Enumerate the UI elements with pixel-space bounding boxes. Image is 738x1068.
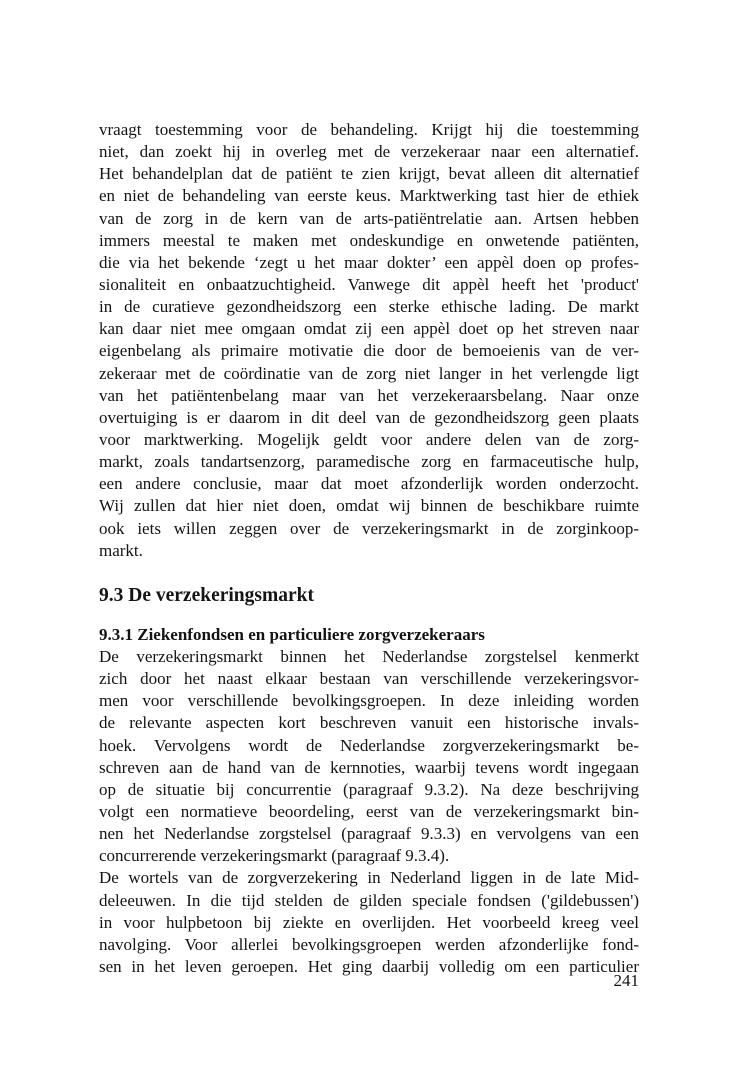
text-line: die via het bekende ‘zegt u het maar dokter’ een appèl doen op profes-: [99, 252, 639, 272]
text-line: zekeraar met de coördinatie van de zorg niet langer in het verlengde ligt: [99, 363, 639, 383]
text-line: De wortels van de zorgverzekering in Nederland liggen in de late Mid-: [99, 868, 639, 888]
text-line: eigenbelang als primaire motivatie die door de bemoeienis van de ver-: [99, 341, 639, 361]
text-line: zich door het naast elkaar bestaan van verschillende verzekeringsvor-: [99, 669, 639, 689]
paragraph-2: [99, 646, 639, 867]
text-line: van de zorg in de kern van de arts-patiëntrelatie aan. Artsen hebben: [99, 208, 639, 228]
text-line: van het patiëntenbelang maar van het verzekeraarsbelang. Naar onze: [99, 385, 639, 405]
text-line: en niet de behandeling van eerste keus. Marktwerking tast hier de ethiek: [99, 186, 639, 206]
subsection-heading: 9.3.1 Ziekenfondsen en particuliere zorgverzekeraars: [99, 624, 485, 644]
text-line: kan daar niet mee omgaan omdat zij een appèl doet op het streven naar: [99, 319, 639, 339]
text-line: deleeuwen. In die tijd stelden de gilden speciale fondsen ('gildebussen'): [99, 890, 639, 910]
page-number: 241: [613, 971, 639, 990]
text-line: overtuiging is er daarom in dit deel van de gezondheidszorg geen plaats: [99, 407, 639, 427]
text-line: voor marktwerking. Mogelijk geldt voor andere delen van de zorg-: [99, 429, 639, 449]
text-line: hoek. Vervolgens wordt de Nederlandse zorgverzekeringsmarkt be-: [99, 735, 639, 755]
paragraph-1: [99, 119, 639, 562]
text-line: immers meestal te maken met ondeskundige en onwetende patiënten,: [99, 230, 639, 250]
text-line: sen in het leven geroepen. Het ging daarbij volledig om een particulier: [99, 956, 639, 976]
text-line: ook iets willen zeggen over de verzekeringsmarkt in de zorginkoop-: [99, 518, 639, 538]
text-line: sionaliteit en onbaatzuchtigheid. Vanwege dit appèl heeft het 'product': [99, 274, 639, 294]
text-line: een andere conclusie, maar dat moet afzonderlijk worden onderzocht.: [99, 474, 639, 494]
text-line: op de situatie bij concurrentie (paragraaf 9.3.2). Na deze beschrijving: [99, 779, 639, 799]
text-line: men voor verschillende bevolkingsgroepen. In deze inleiding worden: [99, 691, 639, 711]
text-line: navolging. Voor allerlei bevolkingsgroepen werden afzonderlijke fond-: [99, 934, 639, 954]
paragraph-3: [99, 867, 639, 978]
text-line: concurrerende verzekeringsmarkt (paragraaf 9.3.4).: [99, 846, 450, 866]
section-heading: 9.3 De verzekeringsmarkt: [99, 584, 314, 606]
text-line: vraagt toestemming voor de behandeling. Krijgt hij die toestemming: [99, 120, 639, 139]
text-line: De verzekeringsmarkt binnen het Nederlandse zorgstelsel kenmerkt: [99, 646, 639, 666]
text-line: niet, dan zoekt hij in overleg met de verzekeraar naar een alternatief.: [99, 142, 639, 162]
text-line: Wij zullen dat hier niet doen, omdat wij binnen de beschikbare ruimte: [99, 496, 639, 516]
text-line: in voor hulpbetoon bij ziekte en overlijden. Het voorbeeld kreeg veel: [99, 912, 639, 932]
text-line: nen het Nederlandse zorgstelsel (paragraaf 9.3.3) en vervolgens van een: [99, 824, 639, 844]
text-line: markt.: [99, 540, 143, 560]
text-line: Het behandelplan dat de patiënt te zien krijgt, bevat alleen dit alternatief: [99, 164, 639, 184]
text-line: schreven aan de hand van de kernnoties, waarbij tevens wordt ingegaan: [99, 757, 639, 777]
page-body: [99, 119, 639, 978]
text-line: in de curatieve gezondheidszorg een sterke ethische lading. De markt: [99, 297, 639, 317]
text-line: markt, zoals tandartsenzorg, paramedische zorg en farmaceutische hulp,: [99, 452, 639, 472]
text-line: volgt een normatieve beoordeling, eerst van de verzekeringsmarkt bin-: [99, 801, 639, 821]
text-line: de relevante aspecten kort beschreven vanuit een historische invals-: [99, 713, 639, 733]
